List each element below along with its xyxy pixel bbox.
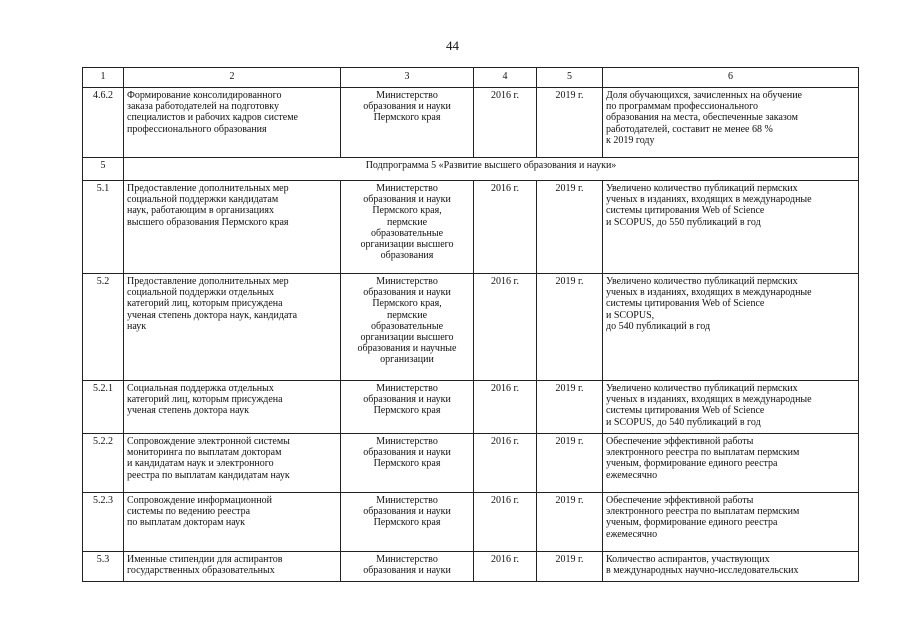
- responsible-organization-line: Пермского края: [373, 458, 441, 470]
- start-year: 2016 г.: [474, 552, 537, 582]
- responsible-organization-line: образовательные: [370, 227, 444, 239]
- measure-description-line: Предоставление дополнительных мер: [127, 276, 289, 287]
- header-cell-5: 5: [537, 68, 603, 88]
- responsible-organization-line: Министерство: [376, 554, 438, 565]
- measure-description-line: системы по ведению реестра: [127, 506, 251, 518]
- row-number: 5.2.1: [83, 381, 124, 434]
- measure-description-line: государственных образовательных: [127, 565, 275, 577]
- responsible-organization-line: Пермского края: [373, 405, 441, 417]
- start-year: 2016 г.: [474, 381, 537, 434]
- responsible-organization: [341, 274, 474, 381]
- measure-description-line: профессионального образования: [127, 123, 267, 135]
- measure-description: [124, 181, 341, 274]
- measure-description-line: Сопровождение информационной: [127, 495, 272, 506]
- expected-result: [603, 493, 859, 552]
- responsible-organization-line: образования и научные: [357, 343, 457, 355]
- expected-result-line: к 2019 году: [606, 134, 655, 146]
- measure-description: [124, 274, 341, 381]
- responsible-organization-line: организации высшего: [360, 332, 454, 344]
- expected-result-line: Увеличено количество публикаций пермских: [606, 276, 798, 287]
- responsible-organization-line: Пермского края,: [372, 298, 442, 310]
- expected-result-line: электронного реестра по выплатам пермским: [606, 506, 800, 518]
- responsible-organization-line: Министерство: [376, 183, 438, 194]
- expected-result-line: в международных научно-исследовательских: [606, 565, 799, 577]
- expected-result-line: по программам профессионального: [606, 101, 758, 113]
- measure-description-line: по выплатам докторам наук: [127, 517, 246, 529]
- page-number: 44: [446, 38, 459, 53]
- responsible-organization-line: образования и науки: [363, 287, 451, 299]
- responsible-organization: [341, 181, 474, 274]
- header-cell-6: 6: [603, 68, 859, 88]
- expected-result-line: ученым, формирование единого реестра: [606, 458, 778, 470]
- table-row: [83, 88, 859, 158]
- subprogram-title: Подпрограмма 5 «Развитие высшего образования и науки»: [124, 158, 859, 181]
- header-cell-2: 2: [124, 68, 341, 88]
- expected-result-line: образования на места, обеспеченные заказом: [606, 112, 798, 124]
- expected-result: [603, 181, 859, 274]
- responsible-organization-line: образования и науки: [363, 194, 451, 206]
- responsible-organization-line: образования и науки: [363, 394, 451, 406]
- measure-description: [124, 434, 341, 493]
- measure-description-line: ученая степень доктора наук: [127, 405, 249, 417]
- row-number: 5.1: [83, 181, 124, 274]
- row-number: 4.6.2: [83, 88, 124, 158]
- measure-description-line: Именные стипендии для аспирантов: [127, 554, 283, 565]
- measure-description-line: заказа работодателей на подготовку: [127, 101, 279, 113]
- measure-description: [124, 493, 341, 552]
- expected-result-line: ученых в изданиях, входящих в международные: [606, 394, 812, 406]
- measure-description-line: категорий лиц, которым присуждена: [127, 298, 283, 310]
- responsible-organization: [341, 552, 474, 582]
- row-number: 5.2.3: [83, 493, 124, 552]
- table-row: [83, 434, 859, 493]
- responsible-organization: [341, 493, 474, 552]
- responsible-organization-line: Министерство: [376, 276, 438, 287]
- expected-result-line: Обеспечение эффективной работы: [606, 495, 754, 506]
- expected-result: [603, 274, 859, 381]
- measure-description-line: Предоставление дополнительных мер: [127, 183, 289, 194]
- responsible-organization-line: Министерство: [376, 90, 438, 101]
- measure-description: [124, 88, 341, 158]
- table-row: [83, 181, 859, 274]
- responsible-organization-line: Министерство: [376, 436, 438, 447]
- subprogram-row: [83, 158, 859, 181]
- expected-result-line: ежемесячно: [606, 469, 658, 481]
- expected-result-line: ученых в изданиях, входящих в международные: [606, 287, 812, 299]
- responsible-organization-line: Пермского края,: [372, 205, 442, 217]
- header-row: [83, 68, 859, 88]
- expected-result-line: системы цитирования Web of Science: [606, 405, 765, 417]
- responsible-organization: [341, 88, 474, 158]
- responsible-organization: [341, 381, 474, 434]
- end-year: 2019 г.: [537, 434, 603, 493]
- measure-description-line: ученая степень доктора наук, кандидата: [127, 309, 298, 321]
- measure-description-line: социальной поддержки отдельных: [127, 287, 274, 299]
- start-year: 2016 г.: [474, 493, 537, 552]
- end-year: 2019 г.: [537, 274, 603, 381]
- measure-description-line: Социальная поддержка отдельных: [127, 383, 274, 394]
- expected-result-line: Доля обучающихся, зачисленных на обучение: [606, 90, 802, 101]
- measure-description-line: наук, работающим в организациях: [127, 205, 274, 217]
- expected-result: [603, 434, 859, 493]
- expected-result-line: и SCOPUS,: [606, 309, 655, 321]
- responsible-organization-line: Министерство: [376, 495, 438, 506]
- table-row: [83, 381, 859, 434]
- expected-result-line: до 540 публикаций в год: [606, 320, 711, 332]
- responsible-organization-line: организации высшего: [360, 239, 454, 251]
- expected-result-line: Увеличено количество публикаций пермских: [606, 383, 798, 394]
- responsible-organization-line: образовательные: [370, 320, 444, 332]
- expected-result-line: ежемесячно: [606, 528, 658, 540]
- measure-description-line: и кандидатам наук и электронного: [127, 458, 274, 470]
- expected-result: [603, 381, 859, 434]
- responsible-organization-line: пермские: [386, 216, 428, 228]
- row-number: 5.2.2: [83, 434, 124, 493]
- measures-table: [82, 67, 859, 582]
- measure-description-line: категорий лиц, которым присуждена: [127, 394, 283, 406]
- end-year: 2019 г.: [537, 181, 603, 274]
- responsible-organization-line: организации: [380, 354, 434, 366]
- end-year: 2019 г.: [537, 552, 603, 582]
- responsible-organization: [341, 434, 474, 493]
- end-year: 2019 г.: [537, 381, 603, 434]
- responsible-organization-line: Пермского края: [373, 112, 441, 124]
- header-cell-3: 3: [341, 68, 474, 88]
- responsible-organization-line: Министерство: [376, 383, 438, 394]
- expected-result-line: Количество аспирантов, участвующих: [606, 554, 770, 565]
- header-cell-4: 4: [474, 68, 537, 88]
- responsible-organization-line: образования и науки: [363, 506, 451, 518]
- expected-result-line: системы цитирования Web of Science: [606, 298, 765, 310]
- measure-description-line: специалистов и рабочих кадров системе: [127, 112, 298, 124]
- measure-description: [124, 552, 341, 582]
- responsible-organization-line: пермские: [386, 309, 428, 321]
- measure-description-line: Формирование консолидированного: [127, 90, 282, 101]
- measure-description-line: мониторинга по выплатам докторам: [127, 447, 282, 459]
- end-year: 2019 г.: [537, 493, 603, 552]
- start-year: 2016 г.: [474, 181, 537, 274]
- expected-result-line: и SCOPUS, до 550 публикаций в год: [606, 216, 761, 228]
- responsible-organization-line: Пермского края: [373, 517, 441, 529]
- expected-result-line: Обеспечение эффективной работы: [606, 436, 754, 447]
- measure-description-line: Сопровождение электронной системы: [127, 436, 290, 447]
- start-year: 2016 г.: [474, 274, 537, 381]
- header-cell-1: 1: [83, 68, 124, 88]
- table-row: [83, 274, 859, 381]
- responsible-organization-line: образования: [380, 250, 434, 262]
- expected-result: [603, 88, 859, 158]
- expected-result-line: и SCOPUS, до 540 публикаций в год: [606, 416, 761, 428]
- expected-result-line: системы цитирования Web of Science: [606, 205, 765, 217]
- responsible-organization-line: образования и науки: [363, 101, 451, 113]
- expected-result-line: ученых в изданиях, входящих в международные: [606, 194, 812, 206]
- start-year: 2016 г.: [474, 88, 537, 158]
- responsible-organization-line: образования и науки: [363, 447, 451, 459]
- expected-result-line: Увеличено количество публикаций пермских: [606, 183, 798, 194]
- row-number: 5: [83, 158, 124, 181]
- responsible-organization-line: образования и науки: [363, 565, 451, 577]
- measure-description: [124, 381, 341, 434]
- start-year: 2016 г.: [474, 434, 537, 493]
- measure-description-line: наук: [127, 320, 147, 332]
- expected-result-line: работодателей, составит не менее 68 %: [606, 123, 773, 135]
- expected-result-line: ученым, формирование единого реестра: [606, 517, 778, 529]
- row-number: 5.3: [83, 552, 124, 582]
- expected-result-line: электронного реестра по выплатам пермским: [606, 447, 800, 459]
- table-row: [83, 552, 859, 582]
- measure-description-line: реестра по выплатам кандидатам наук: [127, 469, 290, 481]
- row-number: 5.2: [83, 274, 124, 381]
- measure-description-line: социальной поддержки кандидатам: [127, 194, 279, 206]
- measure-description-line: высшего образования Пермского края: [127, 216, 289, 228]
- end-year: 2019 г.: [537, 88, 603, 158]
- table-row: [83, 493, 859, 552]
- expected-result: [603, 552, 859, 582]
